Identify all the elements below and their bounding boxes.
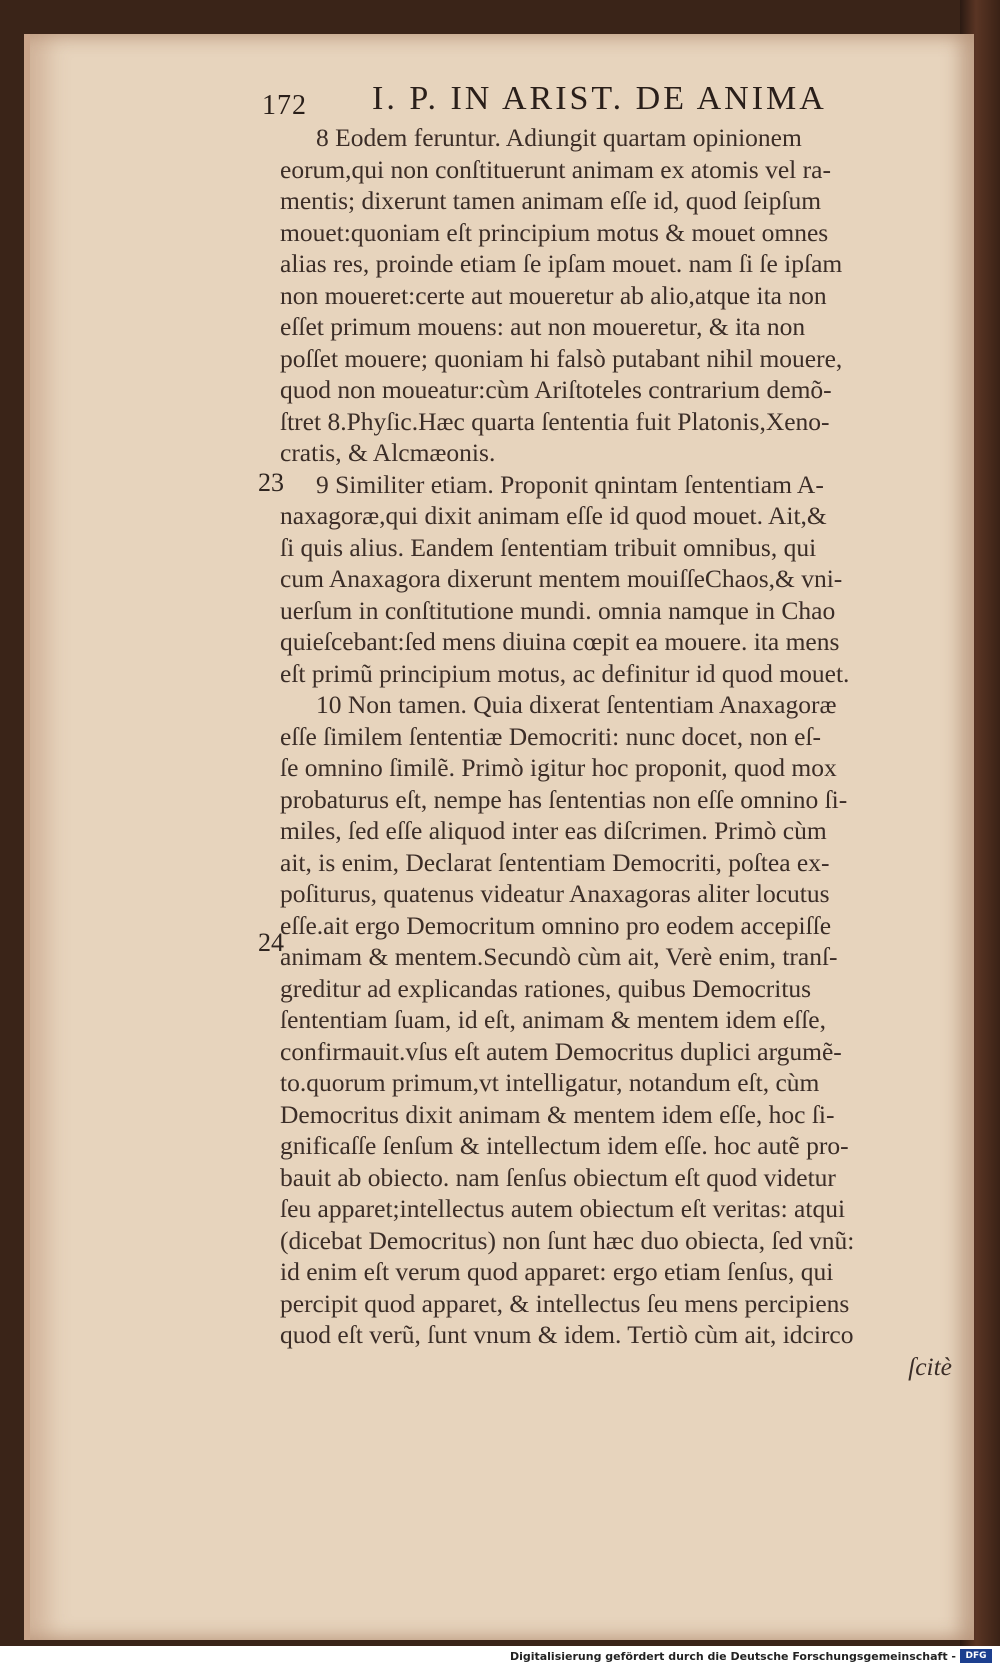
text-line: ait, is enim, Declarat ſententiam Democriti, poſtea ex-: [280, 847, 830, 877]
page-header: [252, 80, 952, 128]
text-line: mouet:quoniam eſt principium motus & mouet omnes: [280, 217, 829, 247]
text-line: quieſcebant:ſed mens diuina cœpit ea mouere. ita mens: [280, 627, 840, 656]
text-line: quod eſt verũ, ſunt vnum & idem. Tertiò cùm ait, idcirco: [280, 1320, 854, 1349]
text-line: animam & mentem.Secundò cùm ait, Verè enim, tranſ-: [280, 942, 838, 971]
text-line: id enim eſt verum quod apparet: ergo etiam ſenſus, qui: [280, 1257, 834, 1286]
page-number: 172: [262, 90, 307, 121]
text-line: confirmauit.vſus eſt autem Democritus duplici argumẽ-: [280, 1036, 842, 1066]
text-line: eſt primũ principium motus, ac definitur id quod mouet.: [280, 658, 850, 688]
text-line: 10 Non tamen. Quia dixerat ſententiam Anaxagoræ: [316, 690, 837, 719]
dfg-logo-icon: DFG: [960, 1649, 992, 1663]
text-line: ſententiam ſuam, id eſt, animam & mentem idem eſſe,: [280, 1005, 826, 1034]
text-line: uerſum in conſtitutione mundi. omnia namque in Chao: [280, 595, 836, 625]
text-line: quod non moueatur:cùm Ariſtoteles contrarium demõ-: [280, 375, 832, 404]
text-line: mentis; dixerunt tamen animam eſſe id, quod ſeipſum: [280, 186, 822, 215]
text-line: 8 Eodem feruntur. Adiungit quartam opinionem: [316, 123, 802, 152]
text-line: miles, ſed eſſe aliquod inter eas diſcrimen. Primò cùm: [280, 816, 827, 845]
text-line: eſſet primum mouens: aut non moueretur, & ita non: [280, 312, 806, 341]
text-line: ſtret 8.Phyſic.Hæc quarta ſententia fuit Platonis,Xeno-: [280, 406, 830, 436]
text-line: eſſe ſimilem ſententiæ Democriti: nunc docet, non eſ-: [280, 721, 822, 751]
catchword: ſcitè: [908, 1351, 952, 1381]
text-line: Democritus dixit animam & mentem idem eſſe, hoc ſi-: [280, 1099, 835, 1129]
text-line: poſſet mouere; quoniam hi falsò putabant nihil mouere,: [280, 343, 843, 373]
margin-number: 24: [258, 928, 284, 957]
text-line: percipit quod apparet, & intellectus ſeu mens percipiens: [280, 1288, 850, 1318]
text-line: cum Anaxagora dixerunt mentem mouiſſeChaos,& vni-: [280, 564, 843, 593]
margin-number: 23: [258, 468, 284, 497]
text-line: eſſe.ait ergo Democritum omnino pro eodem accepiſſe: [280, 910, 832, 940]
text-line: (dicebat Democritus) non ſunt hæc duo obiecta, ſed vnũ:: [280, 1225, 855, 1255]
text-line: ſe omnino ſimilẽ. Primò igitur hoc proponit, quod mox: [280, 753, 837, 782]
text-line: non moueret:certe aut moueretur ab alio,atque ita non: [280, 280, 827, 310]
text-line: cratis, & Alcmæonis.: [280, 438, 496, 467]
text-line: 9 Similiter etiam. Proponit qnintam ſententiam A-: [316, 469, 824, 499]
running-title: I. P. IN ARIST. DE ANIMA: [372, 80, 827, 117]
text-line: probaturus eſt, nempe has ſententias non eſſe omnino ſi-: [280, 784, 848, 814]
text-line: ſi quis alius. Eandem ſententiam tribuit omnibus, qui: [280, 532, 817, 562]
text-line: alias res, proinde etiam ſe ipſam mouet. nam ſi ſe ipſam: [280, 249, 843, 278]
page-footer: [0, 1646, 1000, 1667]
text-line: greditur ad explicandas rationes, quibus Democritus: [280, 973, 812, 1003]
text-line: gnificaſſe ſenſum & intellectum idem eſſe. hoc autẽ pro-: [280, 1131, 849, 1160]
text-line: poſiturus, quatenus videatur Anaxagoras aliter locutus: [280, 879, 830, 908]
body-text: [280, 122, 960, 1382]
text-line: bauit ab obiecto. nam ſenſus obiectum eſt quod videtur: [280, 1162, 836, 1192]
text-line: ſeu apparet;intellectus autem obiectum eſt veritas: atqui: [280, 1194, 846, 1223]
digitization-credit: Digitalisierung gefördert durch die Deutsche Forschungsgemeinschaft -: [509, 1650, 956, 1663]
text-line: eorum,qui non conſtituerunt animam ex atomis vel ra-: [280, 154, 831, 184]
text-line: to.quorum primum,vt intelligatur, notandum eſt, cùm: [280, 1068, 820, 1097]
text-line: naxagoræ,qui dixit animam eſſe id quod mouet. Ait,&: [280, 501, 827, 530]
